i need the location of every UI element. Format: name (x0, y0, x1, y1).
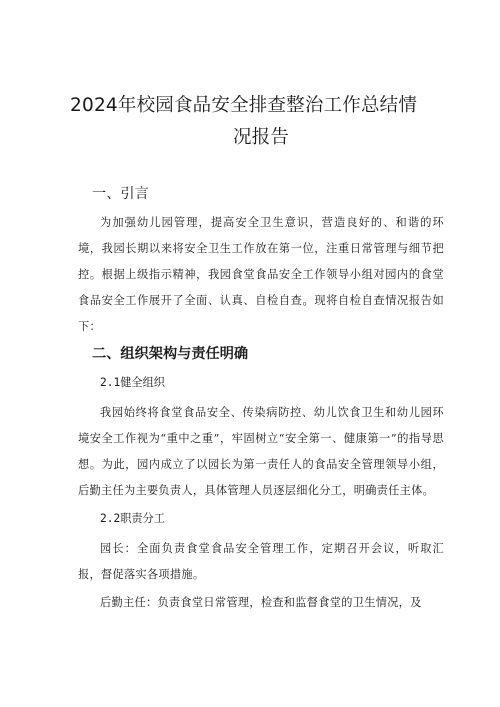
subsection-2-2-title: 职责分工 (120, 512, 165, 525)
subsection-2-2-number: 2.2 (100, 512, 121, 525)
subsection-2-2-paragraph-1: 园长：全面负责食堂食品安全管理工作，定期召开会议，听取汇报，督促落实各项措施。 (78, 542, 444, 581)
subsection-2-2-heading (100, 506, 444, 532)
document-title-line-1: 2024年校园食品安全排查整治工作总结情 (70, 95, 418, 116)
section-1-heading: 一、引言 (92, 186, 149, 202)
document-title-line-2: 况报告 (232, 127, 290, 148)
section-2-heading: 二、组织架构与责任明确 (92, 346, 249, 362)
subsection-2-1-paragraph: 我园始终将食堂食品安全、传染病防控、幼儿饮食卫生和幼儿园环境安全工作视为“重中之重”，牢固树立“安全第一、健康第一”的指导思想。为此，园内成立了以园长为第一责任人的食品安全管理领导小组，后勤主任为主要负责人，具体管理人员逐层细化分工，明确责任主体。 (78, 406, 444, 497)
section-1-paragraph: 为加强幼儿园管理，提高安全卫生意识，营造良好的、和谐的环境，我园长期以来将安全卫生工作放在第一位，注重日常管理与细节把控。根据上级指示精神，我园食堂食品安全工作领导小组对园内的食堂食品安全工作展开了全面、认真、自检自查。现将自检自查情况报告如下： (78, 216, 444, 333)
subsection-2-2-paragraph-2: 后勤主任：负责食堂日常管理，检查和监督食堂的卫生情况，及 (100, 596, 422, 609)
subsection-2-1-title: 健全组织 (120, 376, 165, 389)
subsection-2-1-heading (100, 370, 444, 396)
subsection-2-1-number: 2.1 (100, 376, 121, 389)
